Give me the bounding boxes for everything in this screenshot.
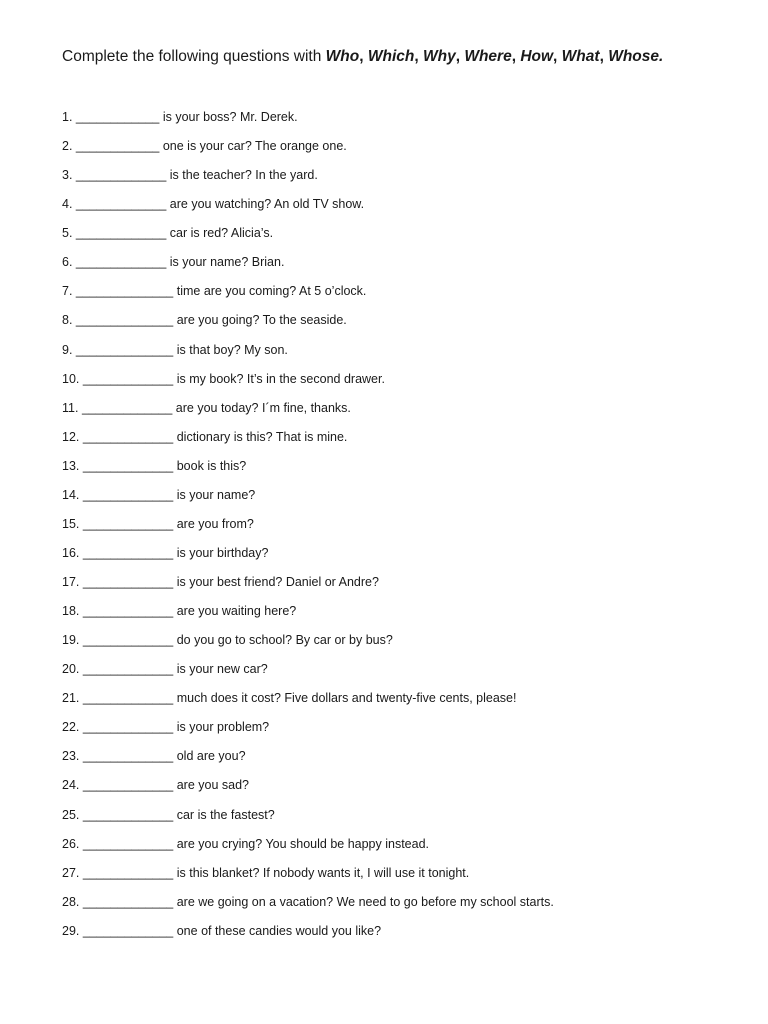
answer-blank[interactable]: _____________ <box>82 371 174 386</box>
question-number: 11. <box>62 400 79 415</box>
keyword-which: Which <box>367 48 415 65</box>
question-number: 9. <box>62 342 73 357</box>
question-text: are you today? I´m fine, thanks. <box>175 400 351 415</box>
question-list <box>62 108 554 951</box>
question-text: is this blanket? If nobody wants it, I will use it tonight. <box>176 865 470 880</box>
question-text: is my book? It’s in the second drawer. <box>176 371 385 386</box>
answer-blank[interactable]: _____________ <box>75 226 167 241</box>
question-item <box>62 399 554 428</box>
question-number: 16. <box>62 545 80 560</box>
answer-blank[interactable]: _____________ <box>81 400 173 415</box>
question-item <box>62 195 554 224</box>
keyword-separator: , <box>359 48 368 65</box>
question-number: 8. <box>62 313 73 328</box>
question-item <box>62 311 554 340</box>
question-number: 29. <box>62 923 80 938</box>
answer-blank[interactable]: _____________ <box>82 720 174 735</box>
answer-blank[interactable]: _____________ <box>75 168 167 183</box>
question-item <box>62 137 554 166</box>
question-text: is your name? <box>176 487 256 502</box>
instruction-prefix: Complete the following questions with <box>62 48 326 65</box>
question-text: are you waiting here? <box>176 604 297 619</box>
answer-blank[interactable]: _____________ <box>75 255 167 270</box>
keyword-why: Why <box>422 48 456 65</box>
answer-blank[interactable]: _____________ <box>82 575 174 589</box>
question-text: are you watching? An old TV show. <box>169 197 365 212</box>
question-number: 20. <box>62 662 80 677</box>
question-number: 22. <box>62 720 80 735</box>
question-number: 2. <box>62 139 73 154</box>
answer-blank[interactable]: _____________ <box>82 807 174 822</box>
answer-blank[interactable]: _____________ <box>82 894 174 909</box>
question-item <box>62 776 554 805</box>
keyword-where: Where <box>464 48 512 65</box>
question-item <box>62 341 554 370</box>
answer-blank[interactable]: _____________ <box>82 633 174 648</box>
question-text: is your new car? <box>176 662 268 677</box>
question-text: one is your car? The orange one. <box>162 139 347 154</box>
question-number: 1. <box>62 110 73 124</box>
answer-blank[interactable]: _____________ <box>82 662 174 677</box>
keyword-separator: , <box>511 48 521 65</box>
question-number: 4. <box>62 197 73 212</box>
answer-blank[interactable]: ____________ <box>75 110 160 124</box>
question-item <box>62 515 554 544</box>
answer-blank[interactable]: _____________ <box>75 197 167 212</box>
question-number: 14. <box>62 487 80 502</box>
question-text: is your boss? Mr. Derek. <box>162 110 298 124</box>
question-number: 10. <box>62 371 80 386</box>
question-number: 27. <box>62 865 80 880</box>
question-number: 18. <box>62 604 80 619</box>
instruction-heading <box>62 47 663 67</box>
question-number: 19. <box>62 633 80 648</box>
keyword-how: How <box>520 48 554 65</box>
question-text: do you go to school? By car or by bus? <box>176 633 393 648</box>
answer-blank[interactable]: _____________ <box>82 778 174 793</box>
question-item <box>62 486 554 515</box>
answer-blank[interactable]: _____________ <box>82 923 174 938</box>
question-item <box>62 544 554 573</box>
keyword-separator: , <box>455 48 465 65</box>
question-item <box>62 224 554 253</box>
question-text: is your name? Brian. <box>169 255 285 270</box>
question-item <box>62 573 554 602</box>
keyword-separator: , <box>599 48 609 65</box>
question-text: are you crying? You should be happy instead. <box>176 836 430 851</box>
question-item <box>62 602 554 631</box>
answer-blank[interactable]: _____________ <box>82 458 174 473</box>
question-number: 25. <box>62 807 80 822</box>
keyword-separator: , <box>414 48 423 65</box>
question-text: is your best friend? Daniel or Andre? <box>176 575 379 589</box>
question-item <box>62 835 554 864</box>
question-number: 24. <box>62 778 80 793</box>
question-text: is that boy? My son. <box>176 342 288 357</box>
keyword-what: What <box>561 48 600 65</box>
question-item <box>62 922 554 951</box>
answer-blank[interactable]: ______________ <box>75 284 174 299</box>
question-text: are you sad? <box>176 778 250 793</box>
question-number: 6. <box>62 255 73 270</box>
answer-blank[interactable]: ______________ <box>75 313 174 328</box>
question-item <box>62 806 554 835</box>
question-number: 23. <box>62 749 80 764</box>
question-item <box>62 747 554 776</box>
question-item <box>62 428 554 457</box>
question-text: old are you? <box>176 749 246 764</box>
question-number: 5. <box>62 226 73 241</box>
question-item <box>62 370 554 399</box>
question-text: car is the fastest? <box>176 807 275 822</box>
question-item <box>62 689 554 718</box>
question-item <box>62 166 554 195</box>
question-text: are you from? <box>176 516 254 531</box>
question-number: 7. <box>62 284 73 299</box>
question-number: 17. <box>62 575 80 589</box>
answer-blank[interactable]: _____________ <box>82 865 174 880</box>
question-item <box>62 660 554 689</box>
question-number: 26. <box>62 836 80 851</box>
answer-blank[interactable]: _____________ <box>82 429 174 444</box>
question-number: 13. <box>62 458 80 473</box>
answer-blank[interactable]: _____________ <box>82 749 174 764</box>
question-number: 12. <box>62 429 80 444</box>
question-text: are you going? To the seaside. <box>176 313 347 328</box>
answer-blank[interactable]: ______________ <box>75 342 174 357</box>
question-text: book is this? <box>176 458 247 473</box>
answer-blank[interactable]: _____________ <box>82 691 174 706</box>
question-item <box>62 253 554 282</box>
question-text: is your birthday? <box>176 545 269 560</box>
question-text: time are you coming? At 5 o’clock. <box>176 284 367 299</box>
answer-blank[interactable]: _____________ <box>82 836 174 851</box>
answer-blank[interactable]: _____________ <box>82 487 174 502</box>
question-number: 3. <box>62 168 73 183</box>
question-text: car is red? Alicia’s. <box>169 226 274 241</box>
question-item <box>62 108 554 137</box>
question-text: is the teacher? In the yard. <box>169 168 318 183</box>
keyword-whose: Whose <box>608 48 659 65</box>
instruction-suffix: . <box>659 48 664 65</box>
question-item <box>62 893 554 922</box>
answer-blank[interactable]: _____________ <box>82 516 174 531</box>
question-item <box>62 631 554 660</box>
keyword-separator: , <box>553 48 562 65</box>
question-number: 21. <box>62 691 80 706</box>
answer-blank[interactable]: ____________ <box>75 139 160 154</box>
question-text: much does it cost? Five dollars and twenty-five cents, please! <box>176 691 517 706</box>
answer-blank[interactable]: _____________ <box>82 604 174 619</box>
question-number: 28. <box>62 894 80 909</box>
question-item <box>62 457 554 486</box>
keyword-who: Who <box>325 48 360 65</box>
question-text: is your problem? <box>176 720 270 735</box>
question-text: dictionary is this? That is mine. <box>176 429 348 444</box>
answer-blank[interactable]: _____________ <box>82 545 174 560</box>
question-text: one of these candies would you like? <box>176 923 382 938</box>
question-item <box>62 282 554 311</box>
question-text: are we going on a vacation? We need to go before my school starts. <box>176 894 554 909</box>
question-item <box>62 718 554 747</box>
question-number: 15. <box>62 516 80 531</box>
question-item <box>62 864 554 893</box>
